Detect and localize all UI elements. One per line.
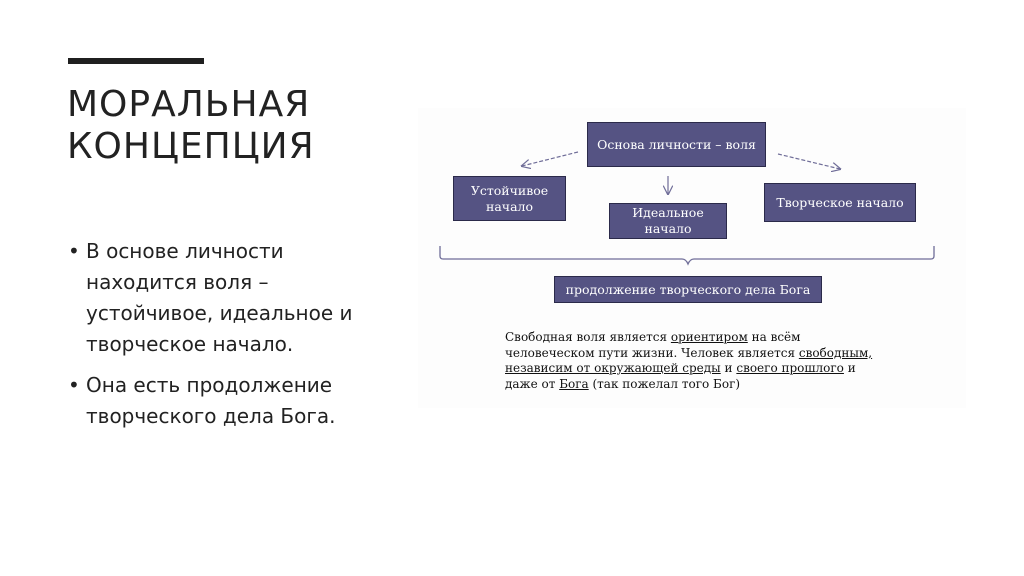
box-right: Творческое начало [764,183,916,222]
para-text: и даже от [505,361,856,391]
para-text: на всём человеческом пути жизни. Человек является [505,330,801,360]
para-underlined: свободным, независим от окружающей среды [505,345,873,375]
para-text: и [720,361,737,375]
bullet-icon: • [68,373,80,397]
para-underlined: Бога [559,376,589,391]
arrow-to-right [778,154,840,169]
bullet-item [67,370,367,432]
bullet-item [67,236,367,360]
brace-connector [440,246,934,264]
bullet-text: В основе личности находится воля – устойчивое, идеальное и творческое начало. [86,239,353,356]
para-underlined: своего прошлого [736,361,844,375]
box-bottom: продолжение творческого дела Бога [554,276,822,303]
title-line-2: КОНЦЕПЦИЯ [67,126,315,167]
bullet-text: Она есть продолжение творческого дела Бога. [86,373,336,428]
bullet-icon: • [68,239,80,263]
bullet-list [67,236,367,442]
title-line-1: МОРАЛЬНАЯ [67,84,311,125]
para-text: Свободная воля является [505,330,671,344]
box-top: Основа личности – воля [587,122,766,167]
para-text: (так пожелал того Бог) [588,376,741,391]
slide-title [67,84,397,168]
title-accent-bar [68,58,204,64]
diagram-paragraph [505,330,885,392]
box-left: Устойчивое начало [453,176,566,221]
arrow-to-left [522,152,578,166]
para-underlined: ориентиром [670,330,748,344]
concept-diagram [418,108,966,408]
box-middle: Идеальное начало [609,203,727,239]
